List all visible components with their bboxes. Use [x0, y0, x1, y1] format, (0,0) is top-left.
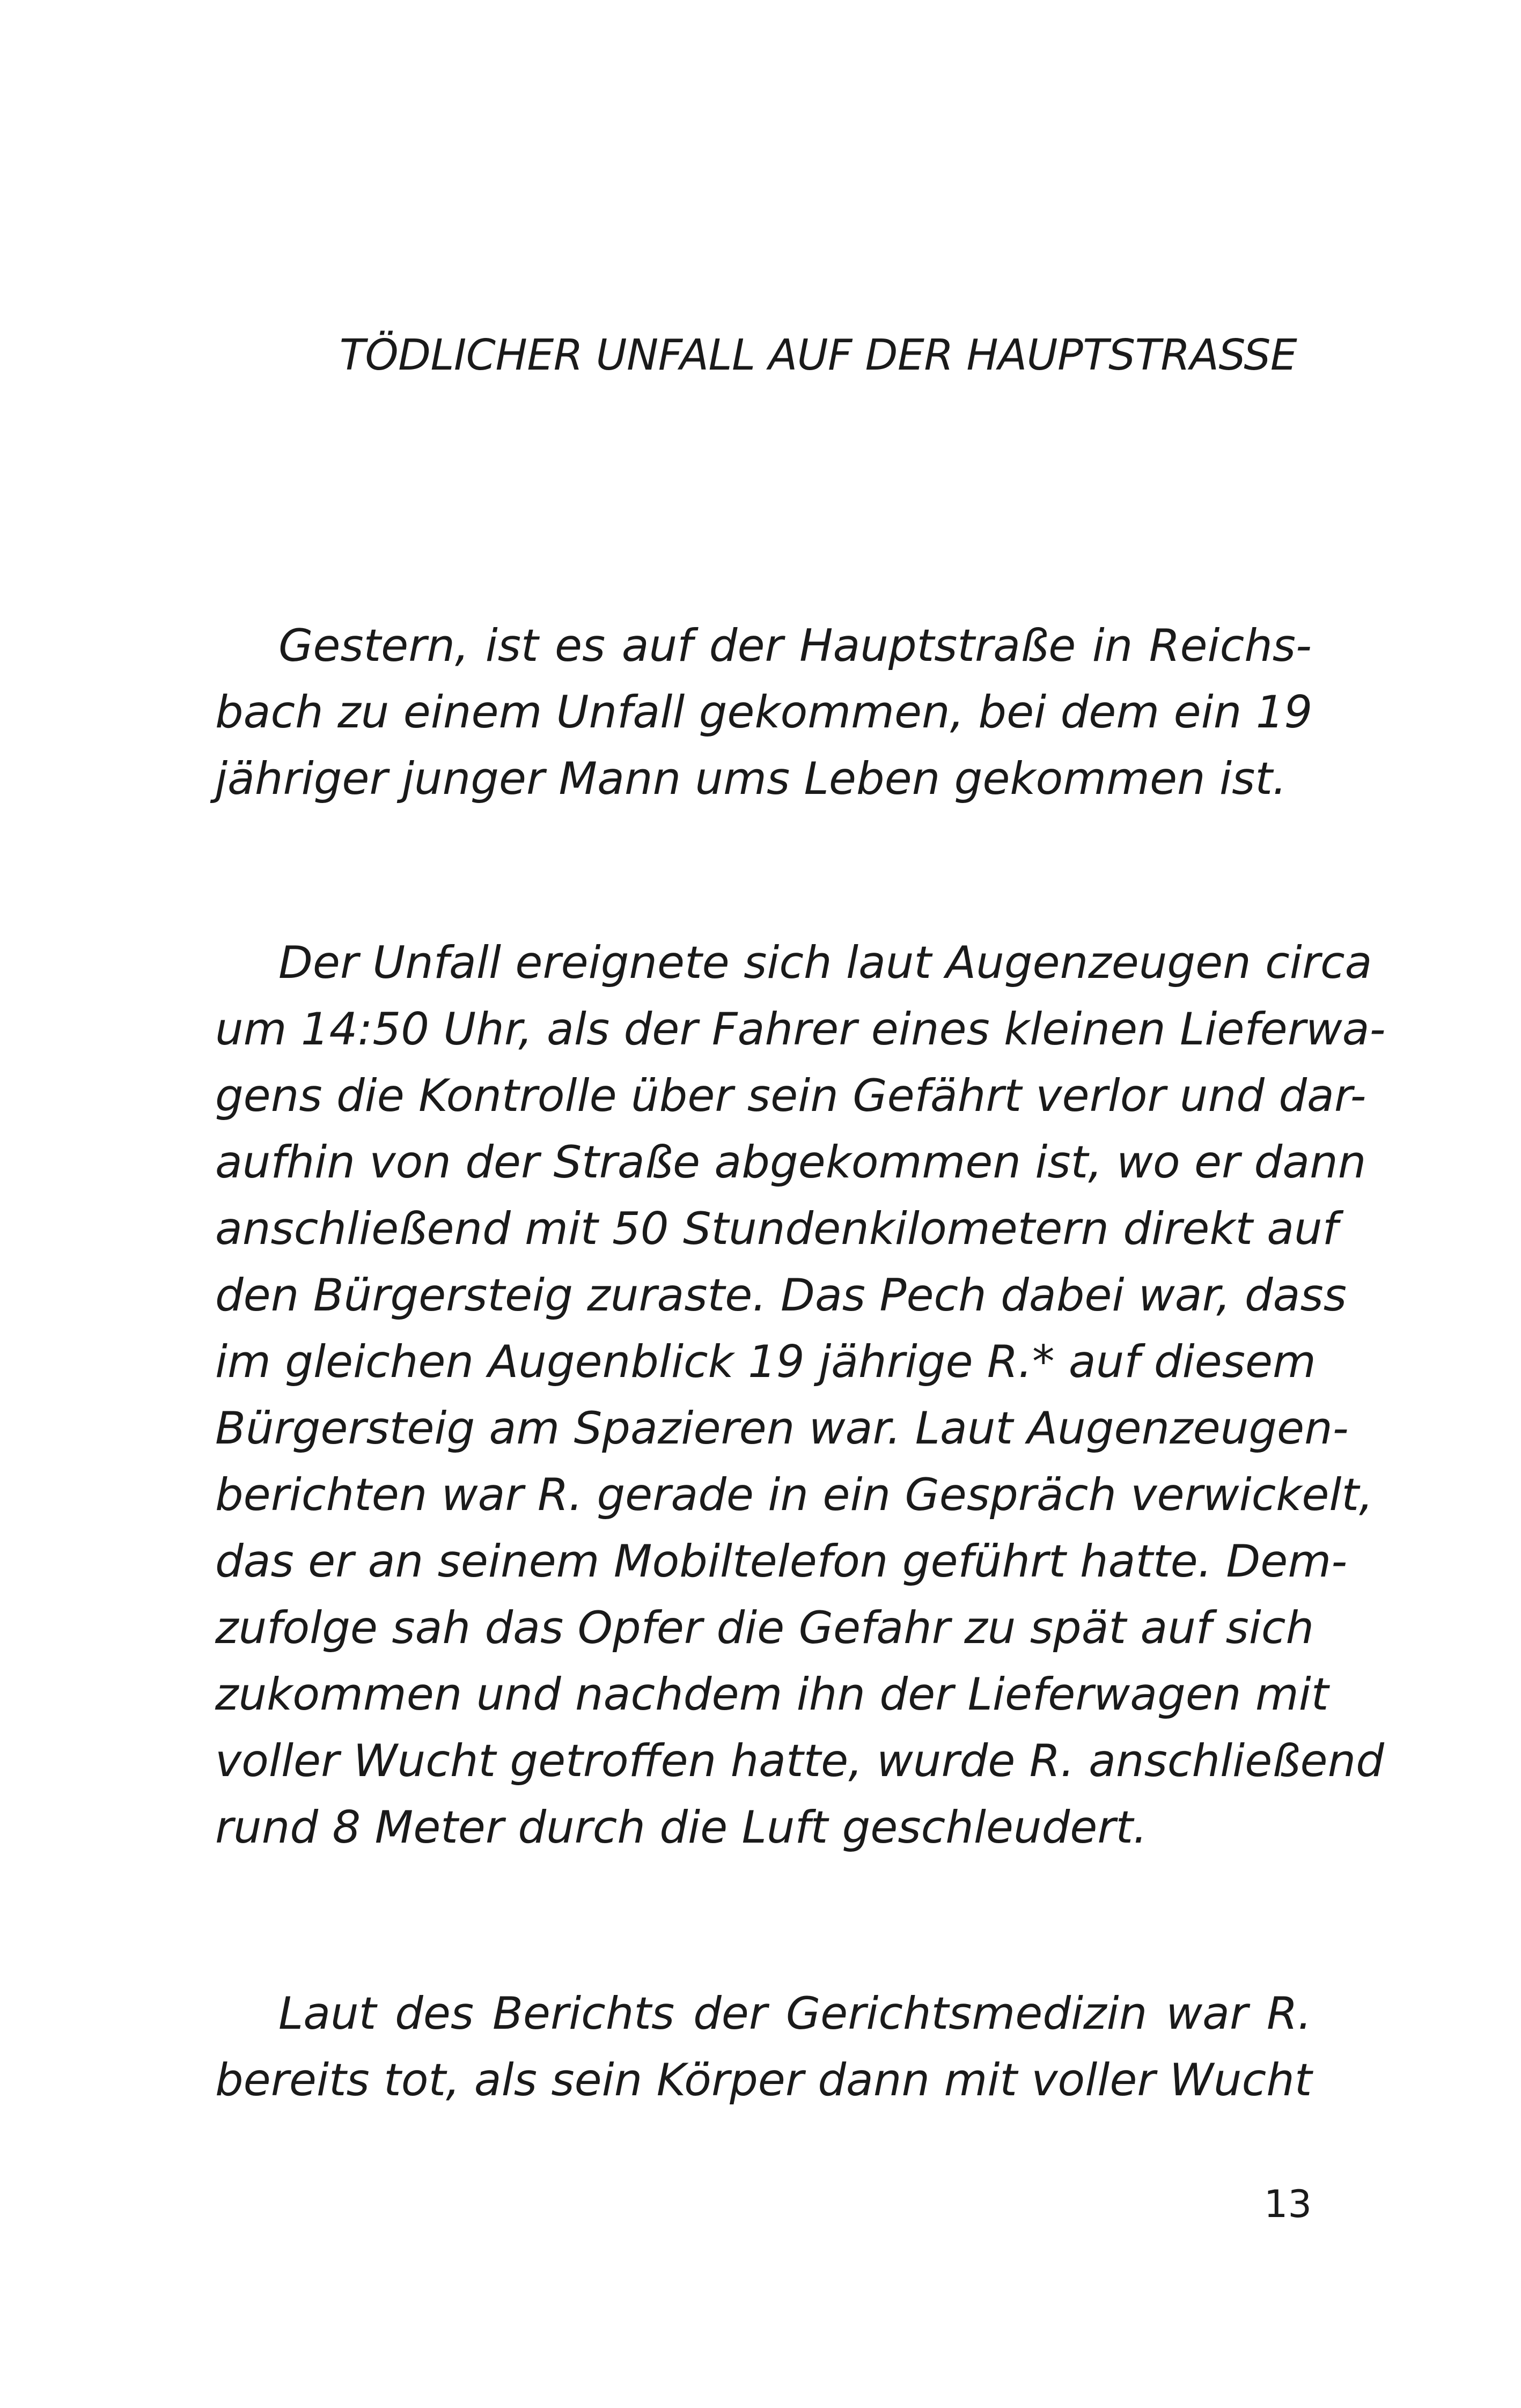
paragraph-line: aufhin von der Straße abgekommen ist, wo er dann — [215, 1136, 1366, 1188]
paragraph-3 — [215, 1980, 1312, 2114]
paragraph-2 — [215, 930, 1386, 1861]
paragraph-line: zukommen und nachdem ihn der Lieferwagen mit — [215, 1668, 1329, 1720]
paragraph-line: Gestern, ist es auf der Hauptstraße in Reichs- — [278, 620, 1312, 672]
paragraph-line: um 14:50 Uhr, als der Fahrer eines kleinen Lieferwa- — [215, 1003, 1386, 1055]
paragraph-line: zufolge sah das Opfer die Gefahr zu spät auf sich — [215, 1602, 1314, 1654]
chapter-title: TÖDLICHER UNFALL AUF DER HAUPTSTRASSE — [339, 330, 1297, 380]
paragraph-1 — [215, 613, 1312, 812]
paragraph-line: gens die Kontrolle über sein Gefährt verlor und dar- — [215, 1070, 1366, 1122]
paragraph-line: anschließend mit 50 Stundenkilometern direkt auf — [215, 1203, 1338, 1255]
paragraph-line: rund 8 Meter durch die Luft geschleudert. — [215, 1801, 1148, 1853]
page-number: 13 — [1263, 2182, 1312, 2226]
paragraph-line: im gleichen Augenblick 19 jährige R.* auf diesem — [215, 1336, 1316, 1388]
paragraph-line: den Bürgersteig zuraste. Das Pech dabei war, dass — [215, 1269, 1347, 1321]
paragraph-line: jähriger junger Mann ums Leben gekommen ist. — [215, 753, 1287, 805]
paragraph-line: Der Unfall ereignete sich laut Augenzeugen circa — [278, 937, 1372, 989]
paragraph-line: Bürgersteig am Spazieren war. Laut Augenzeugen- — [215, 1402, 1349, 1454]
paragraph-line: Laut des Berichts der Gerichtsmedizin war R. — [278, 1987, 1312, 2039]
paragraph-line: das er an seinem Mobiltelefon geführt hatte. Dem- — [215, 1535, 1348, 1587]
paragraph-line: berichten war R. gerade in ein Gespräch verwickelt, — [215, 1469, 1373, 1521]
paragraph-line: bereits tot, als sein Körper dann mit voller Wucht — [215, 2054, 1312, 2106]
paragraph-line: bach zu einem Unfall gekommen, bei dem ein 19 — [215, 686, 1313, 738]
paragraph-line: voller Wucht getroffen hatte, wurde R. anschließend — [215, 1735, 1384, 1787]
